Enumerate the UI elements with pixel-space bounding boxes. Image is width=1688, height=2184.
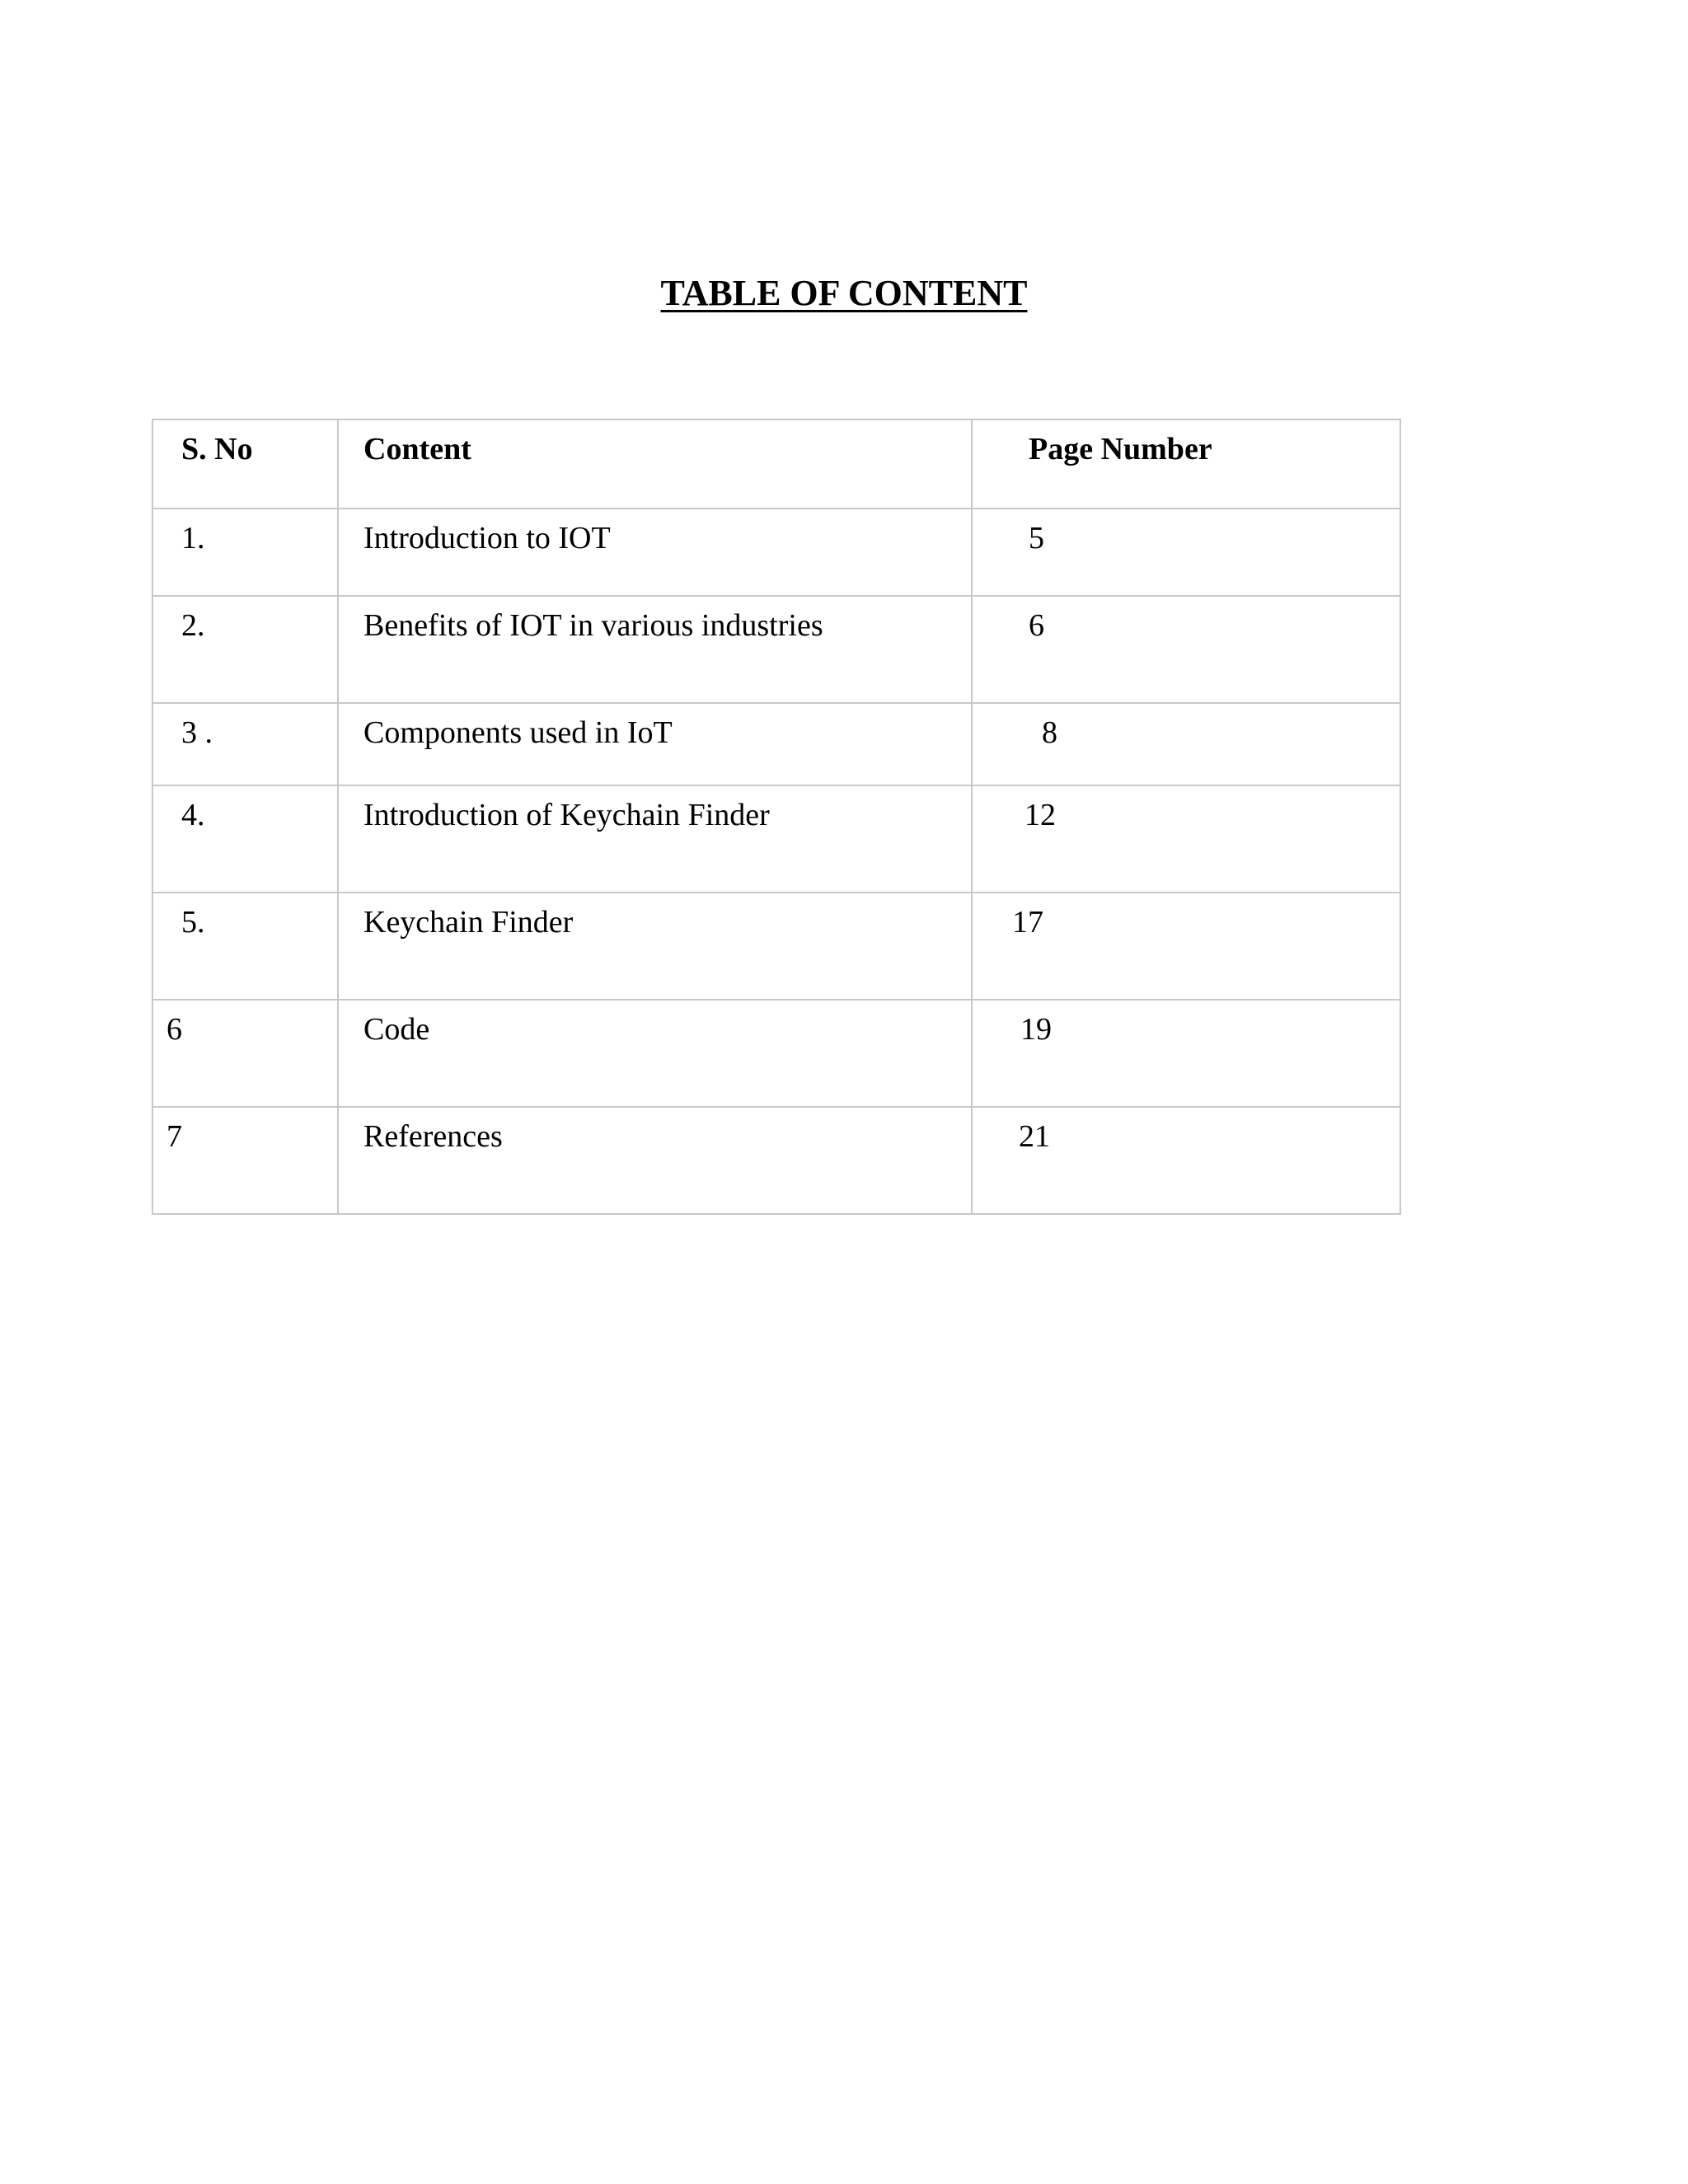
row-sno: 7 xyxy=(152,1107,338,1214)
row-content: Introduction of Keychain Finder xyxy=(338,785,972,893)
header-content: Content xyxy=(338,419,972,509)
row-page-number: 8 xyxy=(972,703,1400,785)
page-title: TABLE OF CONTENT xyxy=(660,273,1028,313)
table-row xyxy=(152,509,1400,596)
row-content: Components used in IoT xyxy=(338,703,972,785)
row-content: References xyxy=(338,1107,972,1214)
row-sno: 3 . xyxy=(152,703,338,785)
table-row xyxy=(152,893,1400,1000)
row-sno: 4. xyxy=(152,785,338,893)
row-page-number: 21 xyxy=(972,1107,1400,1214)
row-sno: 1. xyxy=(152,509,338,596)
row-content: Benefits of IOT in various industries xyxy=(338,596,972,703)
table-row xyxy=(152,1000,1400,1107)
row-content: Keychain Finder xyxy=(338,893,972,1000)
toc-table xyxy=(152,419,1401,1215)
table-header-row xyxy=(152,419,1400,509)
row-sno: 5. xyxy=(152,893,338,1000)
header-sno: S. No xyxy=(152,419,338,509)
table-row xyxy=(152,596,1400,703)
row-sno: 2. xyxy=(152,596,338,703)
row-sno: 6 xyxy=(152,1000,338,1107)
row-page-number: 12 xyxy=(972,785,1400,893)
row-page-number: 5 xyxy=(972,509,1400,596)
row-content: Code xyxy=(338,1000,972,1107)
row-content: Introduction to IOT xyxy=(338,509,972,596)
table-row xyxy=(152,703,1400,785)
row-page-number: 6 xyxy=(972,596,1400,703)
table-row xyxy=(152,1107,1400,1214)
header-page-number: Page Number xyxy=(972,419,1400,509)
table-row xyxy=(152,785,1400,893)
row-page-number: 19 xyxy=(972,1000,1400,1107)
row-page-number: 17 xyxy=(972,893,1400,1000)
